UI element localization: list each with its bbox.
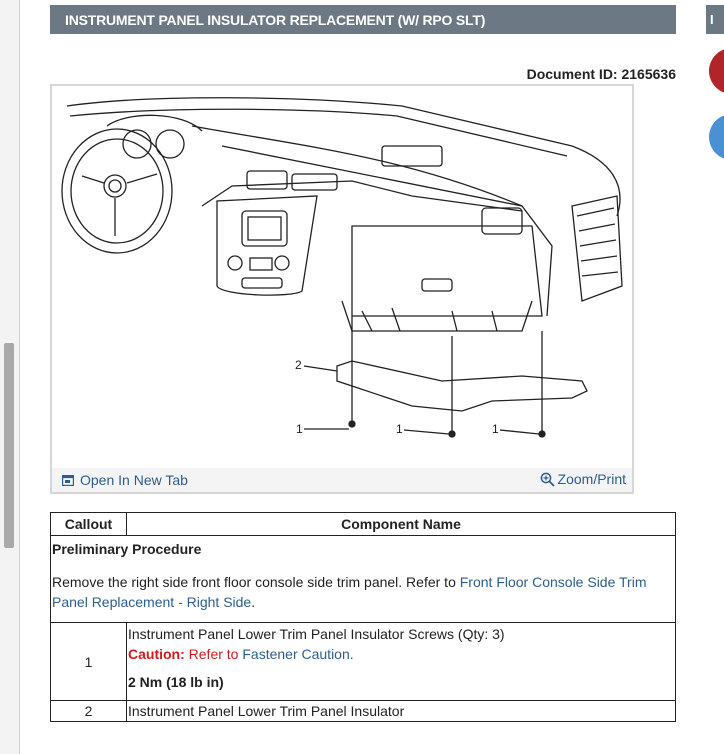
callout-number-cell: 2	[51, 701, 127, 722]
preliminary-procedure-row	[51, 536, 676, 623]
callout-label-2: 2	[295, 358, 302, 372]
component-name-cell	[127, 623, 676, 701]
caution-label: Caution:	[128, 646, 185, 662]
component-name: Instrument Panel Lower Trim Panel Insulator Screws (Qty: 3)	[128, 626, 505, 642]
page-title-bar	[50, 5, 676, 34]
callout-number-cell: 1	[51, 623, 127, 701]
open-in-new-tab-link[interactable]	[62, 472, 188, 488]
right-panel-tab-label: I	[710, 12, 714, 27]
column-header-component-name: Component Name	[127, 513, 676, 536]
component-name-cell: Instrument Panel Lower Trim Panel Insulator	[127, 701, 676, 722]
zoom-print-label: Zoom/Print	[557, 471, 626, 487]
table-row	[51, 701, 676, 722]
caution-text: Refer to	[184, 646, 243, 662]
preliminary-procedure-cell	[51, 536, 676, 623]
illustration-frame	[50, 84, 634, 494]
table-header-row	[51, 513, 676, 536]
document-id: Document ID: 2165636	[526, 66, 676, 82]
right-panel	[676, 0, 724, 754]
open-in-new-tab-label: Open In New Tab	[80, 472, 188, 488]
preliminary-text-after: .	[251, 594, 256, 610]
caution-end: .	[349, 646, 354, 662]
preliminary-procedure-text	[51, 557, 675, 622]
preliminary-procedure-title: Preliminary Procedure	[52, 541, 202, 557]
preliminary-text-before: Remove the right side front floor console side trim panel. Refer to	[52, 574, 460, 590]
zoom-print-link[interactable]	[540, 471, 626, 487]
callout-label-1a: 1	[296, 422, 303, 436]
front-floor-console-link[interactable]: Front Floor Console Side Trim Panel Replacement - Right Side	[52, 574, 647, 610]
open-new-tab-icon	[62, 475, 74, 486]
left-scrollbar-track[interactable]	[0, 0, 20, 754]
callout-label-1b: 1	[396, 422, 403, 436]
column-header-callout: Callout	[51, 513, 127, 536]
figure-toolbar	[52, 468, 632, 492]
zoom-icon	[540, 472, 555, 487]
instrument-panel-illustration	[52, 86, 632, 466]
fastener-caution-link[interactable]: Fastener Caution	[242, 646, 350, 662]
scrollbar-thumb[interactable]	[4, 343, 14, 548]
right-panel-tab[interactable]	[706, 5, 724, 34]
callout-table	[50, 512, 676, 722]
page-title: INSTRUMENT PANEL INSULATOR REPLACEMENT (W/ RPO SLT)	[65, 12, 486, 28]
table-row	[51, 623, 676, 701]
caution-line	[128, 644, 671, 664]
torque-spec: 2 Nm (18 lb in)	[128, 674, 224, 690]
callout-label-1c: 1	[492, 422, 499, 436]
